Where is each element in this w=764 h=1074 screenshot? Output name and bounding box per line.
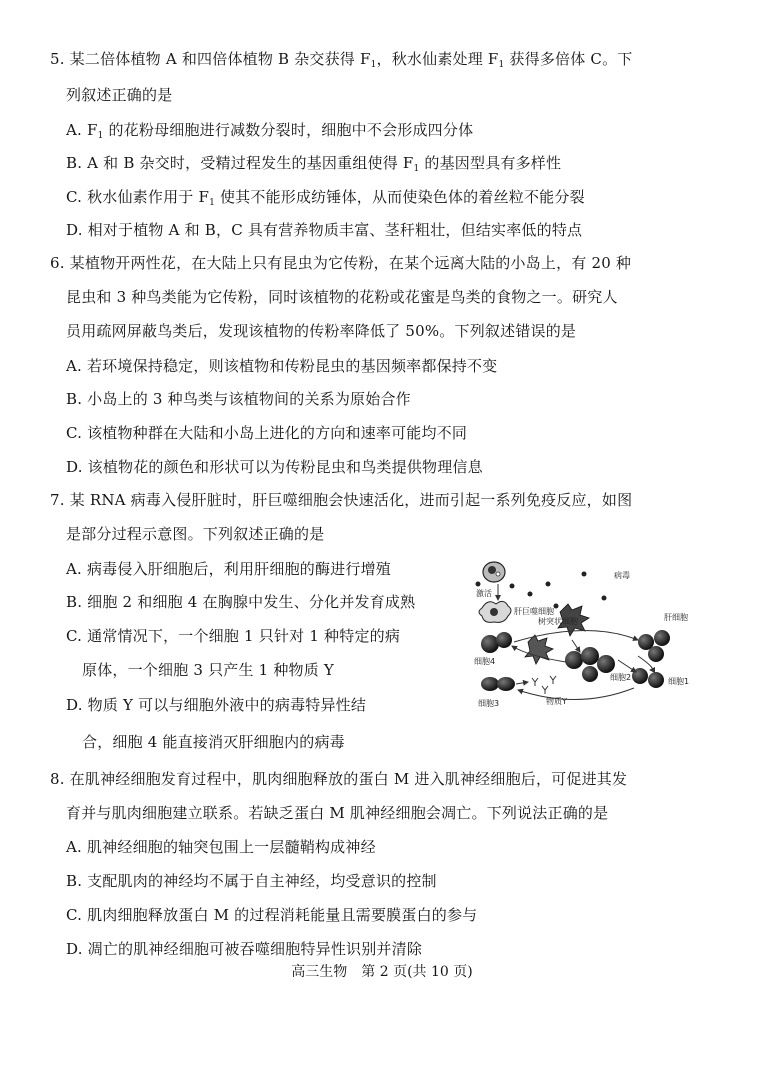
q8-option-c: C. 肌肉细胞释放蛋白 M 的过程消耗能量且需要膜蛋白的参与: [66, 906, 478, 924]
q7-stem-line-2: 是部分过程示意图。下列叙述正确的是: [66, 525, 325, 543]
dendritic-cell-label: 树突状细胞: [538, 617, 578, 626]
antibody-icon: [532, 676, 556, 694]
cell-1-label: 细胞1: [668, 677, 690, 686]
page-footer: 高三生物 第 2 页(共 10 页): [291, 964, 473, 980]
q5-option-c: C. 秋水仙素作用于 $F_1$ 使其不能形成纺锤体，从而使染色体的着丝粒不能分裂: [66, 188, 585, 208]
q6-stem-line-3: 员用疏网屏蔽鸟类后，发现该植物的传粉率降低了 50%。下列叙述错误的是: [66, 322, 577, 340]
activate-label: 激活: [476, 589, 492, 598]
q5-option-a: A. $F_1$ 的花粉母细胞进行减数分裂时，细胞中不会形成四分体: [66, 121, 474, 141]
q7-option-a: A. 病毒侵入肝细胞后，利用肝细胞的酶进行增殖: [66, 560, 391, 578]
hepatocyte-cluster-icon: [638, 630, 670, 662]
cell-3-label: 细胞3: [478, 699, 500, 708]
cell-3-cluster-icon: [481, 677, 515, 691]
q6-option-b: B. 小岛上的 3 种鸟类与该植物间的关系为原始合作: [66, 390, 411, 408]
immune-response-svg: [468, 560, 700, 712]
q6-stem-line-1: 6. 某植物开两性花，在大陆上只有昆虫为它传粉，在某个远离大陆的小岛上，有 20 种: [50, 254, 632, 272]
macrophage-label: 肝巨噬细胞: [514, 607, 554, 616]
cell-1-cluster-icon: [632, 668, 664, 688]
cell-2-label: 细胞2: [610, 673, 632, 682]
substance-y-label: 物质Y: [546, 697, 567, 706]
q7-option-c-line-2: 原体，一个细胞 3 只产生 1 种物质 Y: [82, 661, 335, 679]
immune-response-diagram: [468, 560, 700, 712]
hepatocyte-label: 肝细胞: [664, 613, 688, 622]
q8-stem-line-2: 育并与肌肉细胞建立联系。若缺乏蛋白 M 肌神经细胞会凋亡。下列说法正确的是: [66, 804, 609, 822]
hepatocyte-top-icon: [483, 562, 505, 582]
q6-option-c: C. 该植物种群在大陆和小岛上进化的方向和速率可能均不同: [66, 424, 468, 442]
q7-option-d-line-2: 合，细胞 4 能直接消灭肝细胞内的病毒: [82, 733, 345, 751]
virus-label: 病毒: [614, 571, 630, 580]
cell-4-cluster-icon: [481, 632, 512, 653]
q5-option-d: D. 相对于植物 A 和 B，C 具有营养物质丰富、茎秆粗壮，但结实率低的特点: [66, 221, 583, 239]
q8-option-b: B. 支配肌肉的神经均不属于自主神经，均受意识的控制: [66, 872, 437, 890]
q6-option-d: D. 该植物花的颜色和形状可以为传粉昆虫和鸟类提供物理信息: [66, 458, 483, 476]
q7-option-c-line-1: C. 通常情况下，一个细胞 1 只针对 1 种特定的病: [66, 627, 401, 645]
antigen-presenting-cell-icon: [525, 635, 553, 664]
q6-option-a: A. 若环境保持稳定，则该植物和传粉昆虫的基因频率都保持不变: [66, 357, 498, 375]
q8-option-d: D. 凋亡的肌神经细胞可被吞噬细胞特异性识别并清除: [66, 940, 423, 958]
q5-option-b: B. A 和 B 杂交时，受精过程发生的基因重组使得 $F_1$ 的基因型具有多样性: [66, 154, 562, 174]
q7-option-d-line-1: D. 物质 Y 可以与细胞外液中的病毒特异性结: [66, 696, 367, 714]
cell-4-label: 细胞4: [474, 657, 496, 666]
q7-stem-line-1: 7. 某 RNA 病毒入侵肝脏时，肝巨噬细胞会快速活化，进而引起一系列免疫反应，如图: [50, 491, 633, 509]
q6-stem-line-2: 昆虫和 3 种鸟类能为它传粉，同时该植物的花粉或花蜜是鸟类的食物之一。研究人: [66, 288, 618, 306]
q5-stem-line-1: 5. 某二倍体植物 A 和四倍体植物 B 杂交获得 $F_1$，秋水仙素处理 $F_1$ 获得多倍体 C。下: [50, 50, 633, 70]
q7-option-b: B. 细胞 2 和细胞 4 在胸腺中发生、分化并发育成熟: [66, 593, 416, 611]
q8-option-a: A. 肌神经细胞的轴突包围上一层髓鞘构成神经: [66, 838, 376, 856]
macrophage-icon: [479, 601, 511, 622]
q8-stem-line-1: 8. 在肌神经细胞发育过程中，肌肉细胞释放的蛋白 M 进入肌神经细胞后，可促进其发: [50, 770, 628, 788]
cell-2-cluster-icon: [565, 647, 615, 682]
q5-stem-line-2: 列叙述正确的是: [66, 86, 173, 104]
flow-arrows: [498, 584, 652, 700]
